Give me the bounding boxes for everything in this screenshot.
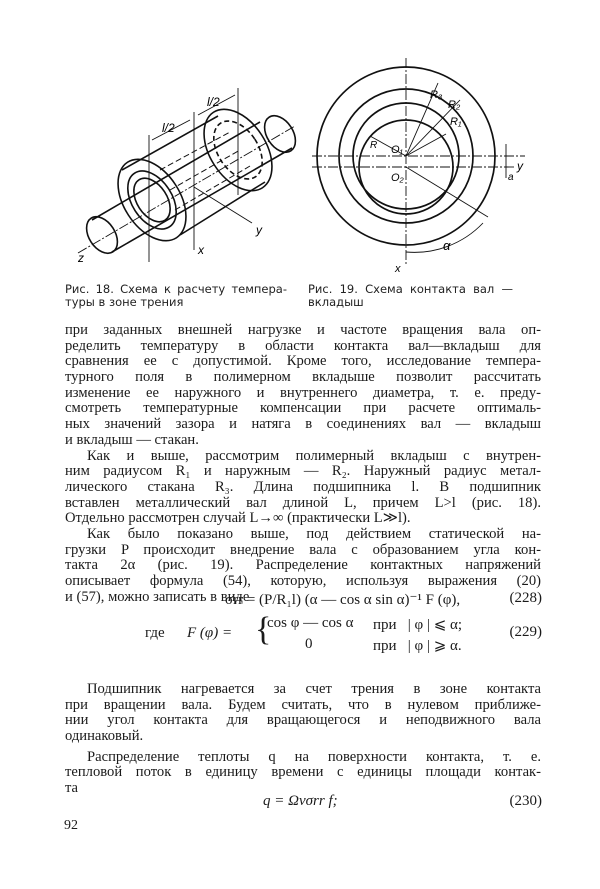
- fig19-axis-y-label: y: [517, 159, 523, 173]
- fig19-offset-a-label: a: [508, 172, 514, 183]
- text-line: та: [65, 780, 79, 797]
- fig19-label-R1: R₁: [450, 116, 462, 128]
- text-line: смотреть температурные компенсации при расчете оптималь-: [65, 400, 541, 417]
- fig18-half-length-label-2: l/2: [207, 95, 220, 109]
- text-line: при заданных внешней нагрузке и частоте вращения вала оп-: [65, 322, 541, 338]
- text-line: такта 2α (рис. 19). Распределение контактных напряжений: [65, 557, 541, 574]
- body-text-top: [65, 323, 541, 605]
- fig19-axis-x-label: x: [395, 263, 401, 275]
- text-line: ределить температуру в области контакта вал—вкладыш для: [65, 337, 541, 354]
- caption-line: туры в зоне трения: [65, 295, 184, 309]
- fig19-label-R3: R₃: [430, 89, 443, 101]
- equation-229-lhs: F (φ) =: [187, 625, 233, 641]
- text-line: Как было показано выше, под действием статической на-: [87, 525, 541, 542]
- bushing-left-face: [104, 147, 200, 253]
- text-line: Отдельно рассмотрен случай L→∞ (практически L≫l).: [65, 510, 411, 527]
- text-line: Распределение теплоты q на поверхности контакта, т. е.: [87, 748, 541, 765]
- page-number: 92: [64, 818, 78, 833]
- figure-19-drawing: [310, 40, 545, 280]
- equation-229-case2: 0: [305, 636, 313, 652]
- fig18-axis-x-label: x: [198, 243, 204, 257]
- text-line: Как и выше, рассмотрим полимерный вкладыш с внутрен-: [87, 447, 541, 464]
- equation-229-case1: cos φ — cos α: [267, 615, 354, 631]
- text-line: и (57), можно записать в виде: [65, 588, 250, 605]
- text-line: вставлен металлический вал длиной L, причем L>l (рис. 18).: [65, 494, 541, 511]
- text-line: сравнения ее с допустимой. Кроме того, исследование темпера-: [65, 353, 541, 370]
- caption-line: Рис. 18. Схема к расчету темпера-: [65, 282, 287, 296]
- text-line: описывает формула (54), которую, используя выражения (20): [65, 573, 541, 589]
- text-line: лического стакана R₃. Длина подшипника l. В подшипник: [65, 478, 541, 495]
- figure-18-caption: [65, 283, 287, 309]
- brace: {: [255, 611, 272, 648]
- equation-229-prefix: где: [145, 625, 165, 641]
- text-line: и вкладыш — стакан.: [65, 431, 199, 448]
- text-line: ним радиусом R₁ и наружным — R₂. Наружный радиус метал-: [65, 463, 541, 480]
- fig19-label-O2: O₂: [391, 172, 404, 184]
- text-line: тепловой поток в единицу времени с единицы площади контак-: [65, 764, 541, 781]
- fig19-label-R: R: [370, 140, 378, 151]
- figure-18-drawing: [70, 40, 310, 272]
- text-line: нии угол контакта для вращающегося и неподвижного вала: [65, 712, 541, 729]
- text-line: при вращении вала. Будем считать, что в нулевом приближе-: [65, 696, 541, 713]
- text-line: изменение ее наружного и внутреннего диаметра, т. е. преду-: [65, 384, 541, 401]
- equation-228: [225, 590, 460, 609]
- fig19-angle-alpha-label: α: [443, 238, 451, 253]
- equation-228-text: σrr = (P/R₁l) (α — cos α sin α)⁻¹ F (φ),: [225, 592, 461, 608]
- fig18-axis-z-label: z: [78, 251, 84, 265]
- text-line: Подшипник нагревается за счет трения в зоне контакта: [87, 681, 541, 697]
- equation-230-number: (230): [509, 793, 542, 809]
- equation-229-cond2: при | φ | ⩾ α.: [373, 638, 462, 654]
- fig18-axis-y-label: y: [256, 223, 262, 237]
- body-text-bottom: [65, 682, 541, 797]
- equation-229: [145, 611, 505, 655]
- shaft-right-end: [258, 110, 302, 158]
- equation-229-cond1: при | φ | ⩽ α;: [373, 617, 463, 633]
- equation-229-number: (229): [509, 624, 542, 640]
- fig18-half-length-label-1: l/2: [162, 121, 175, 135]
- equation-228-number: (228): [509, 590, 542, 606]
- fig19-label-O1: O₁: [391, 144, 404, 156]
- text-line: турного поля в полимерном вкладыше позволит рассчитать: [65, 369, 541, 386]
- equation-230: q = Ωvσrr f;: [263, 793, 338, 809]
- caption-line: вкладыш: [308, 295, 364, 309]
- shaft-left-end: [80, 211, 124, 259]
- figure-19-caption: [308, 283, 513, 309]
- caption-line: Рис. 19. Схема контакта вал —: [308, 282, 513, 296]
- text-line: грузки P происходит внедрение вала с образованием угла кон-: [65, 541, 541, 558]
- text-line: одинаковый.: [65, 728, 144, 745]
- fig19-label-R2: R₂: [448, 99, 461, 111]
- text-line: ных значений зазора и натяга в соединениях вал — вкладыш: [65, 416, 541, 433]
